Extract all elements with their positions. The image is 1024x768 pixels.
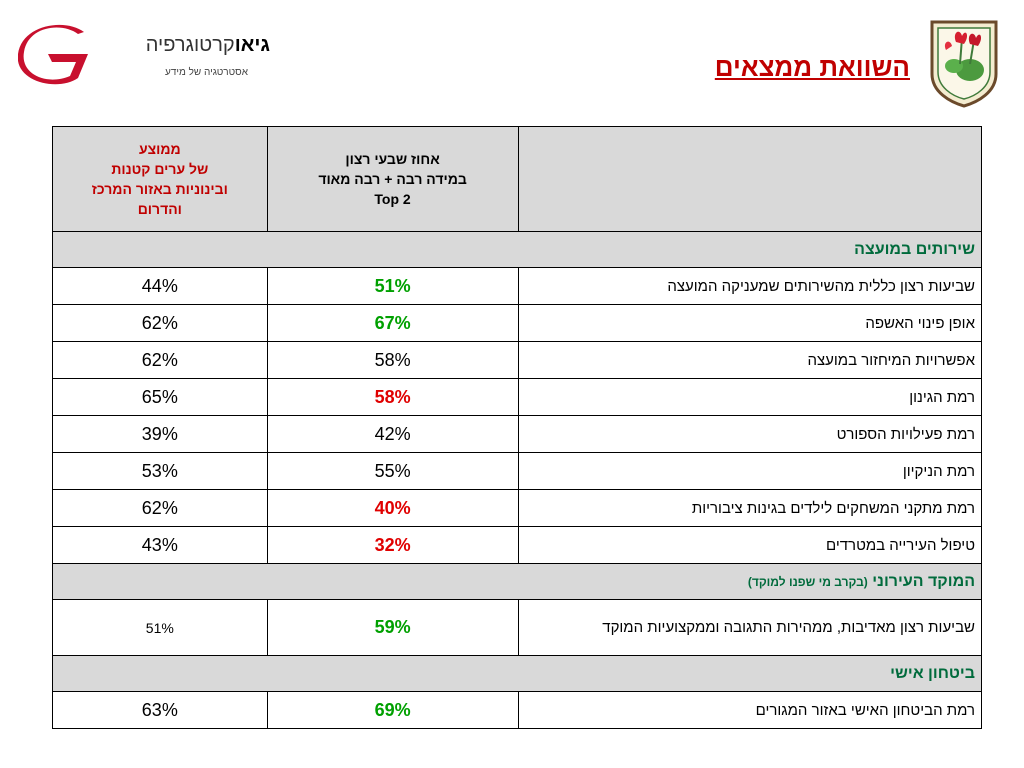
header-average-line: ממוצע [138, 141, 181, 157]
row-label: שביעות רצון כללית מהשירותים שמעניקה המועצה [518, 268, 981, 305]
average-value: 62% [53, 305, 268, 342]
header-top2-line: Top 2 [374, 191, 411, 207]
average-value: 53% [53, 453, 268, 490]
section-title [53, 232, 982, 268]
row-label: שביעות רצון מאדיבות, ממהירות התגובה וממקצועיות המוקד [518, 600, 981, 656]
average-value: 63% [53, 692, 268, 729]
table-row [53, 692, 982, 729]
table-row [53, 490, 982, 527]
top2-value: 58% [267, 342, 518, 379]
section-title-text: שירותים במועצה [854, 240, 975, 258]
row-label: רמת הגינון [518, 379, 981, 416]
section-title [53, 564, 982, 600]
header-average-line: של ערים קטנות [111, 161, 209, 177]
average-value: 43% [53, 527, 268, 564]
header-top2 [267, 127, 518, 232]
row-label: רמת הניקיון [518, 453, 981, 490]
top2-value: 59% [267, 600, 518, 656]
top2-value: 58% [267, 379, 518, 416]
company-logo [18, 22, 268, 88]
row-label: רמת הביטחון האישי באזור המגורים [518, 692, 981, 729]
table-row [53, 600, 982, 656]
section-title [53, 656, 982, 692]
top2-value: 67% [267, 305, 518, 342]
row-label: אופן פינוי האשפה [518, 305, 981, 342]
section-row [53, 232, 982, 268]
top2-value: 40% [267, 490, 518, 527]
findings-table [52, 126, 982, 729]
top2-value: 51% [267, 268, 518, 305]
average-value: 51% [53, 600, 268, 656]
page-title: השוואת ממצאים [714, 52, 910, 82]
table-row [53, 268, 982, 305]
row-label: רמת מתקני המשחקים לילדים בגינות ציבוריות [518, 490, 981, 527]
section-note: (בקרב מי שפנו למוקד) [747, 574, 868, 589]
row-label: טיפול העירייה במטרדים [518, 527, 981, 564]
header-top2-line: במידה רבה + רבה מאוד [318, 171, 467, 187]
section-title-text: ביטחון אישי [890, 664, 975, 682]
average-value: 39% [53, 416, 268, 453]
header-average-line: ובינוניות באזור המרכז [91, 181, 228, 197]
average-value: 62% [53, 490, 268, 527]
table-row [53, 342, 982, 379]
header-average-line: והדרום [137, 201, 182, 217]
brand-tagline: אסטרטגיה של מידע [165, 67, 248, 78]
brand-name: גיאוקרטוגרפיה [145, 34, 270, 56]
row-label: אפשרויות המיחזור במועצה [518, 342, 981, 379]
section-title-text: המוקד העירוני [872, 572, 975, 590]
top2-value: 55% [267, 453, 518, 490]
table-row [53, 379, 982, 416]
header-average [53, 127, 268, 232]
table-row [53, 527, 982, 564]
top2-value: 32% [267, 527, 518, 564]
table-body [53, 232, 982, 729]
section-row [53, 564, 982, 600]
table-row [53, 305, 982, 342]
table-header-row [53, 127, 982, 232]
geo-logo-icon [18, 24, 100, 86]
header-label-cell [518, 127, 981, 232]
top2-value: 69% [267, 692, 518, 729]
section-row [53, 656, 982, 692]
top2-value: 42% [267, 416, 518, 453]
table-row [53, 416, 982, 453]
average-value: 44% [53, 268, 268, 305]
row-label: רמת פעילויות הספורט [518, 416, 981, 453]
table-row [53, 453, 982, 490]
average-value: 62% [53, 342, 268, 379]
header-top2-line: אחוז שבעי רצון [345, 151, 440, 167]
municipal-crest-icon [926, 14, 1002, 108]
average-value: 65% [53, 379, 268, 416]
